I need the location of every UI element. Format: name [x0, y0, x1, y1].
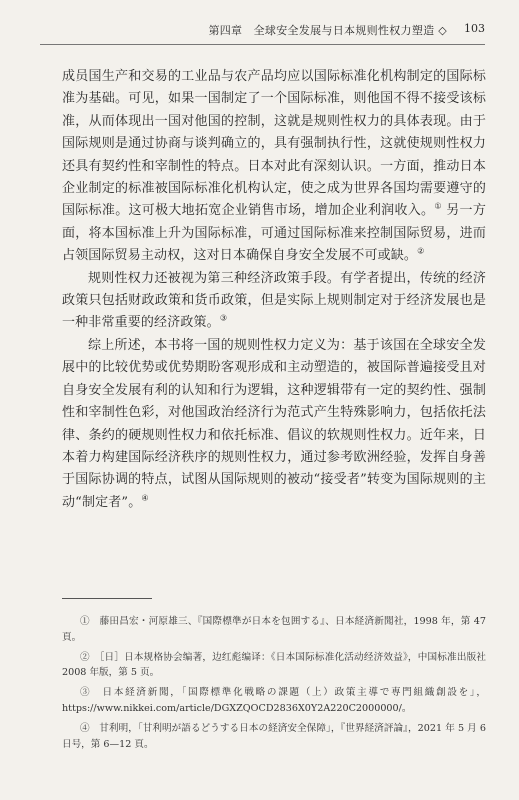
- footnote-reference: ④: [141, 493, 149, 503]
- footnotes: [62, 614, 486, 756]
- footnote-2: ② ［日］日本规格协会编著，边红彪编译：《日本国际标准化活动经济效益》，中国标准出版社 2008 年版，第 5 页。: [62, 651, 486, 679]
- body-text: [62, 66, 486, 514]
- paragraph-text: 另一方面，将本国标准上升为国际标准，可通过国际标准来控制国际贸易，进而占领国际贸易主动权，这对日本确保自身安全发展不可或缺。: [62, 203, 487, 264]
- footnote-reference: ①: [434, 202, 442, 212]
- running-header: [0, 22, 519, 42]
- footnote-divider: [62, 598, 152, 599]
- paragraph-text: 规则性权力还被视为第三种经济政策手段。有学者提出，传统的经济政策只包括财政政策和货币政策，但是实际上规则制定对于经济发展也是一种非常重要的经济政策。: [62, 270, 486, 331]
- chapter-title: 第四章 全球安全发展与日本规则性权力塑造 ◇: [208, 24, 447, 37]
- footnote-reference: ②: [417, 246, 425, 256]
- paragraph: [62, 66, 486, 268]
- paragraph: [62, 268, 486, 335]
- header-rule: [40, 44, 485, 45]
- footnote-3: ③ 日本経済新聞，「国際標準化戦略の課題（上）政策主導で専門組織創設を」，https://www.nikkei.com/article/DGXZQOCD2836X0Y2A220C2000000/。: [62, 687, 486, 714]
- page-number: 103: [464, 22, 485, 35]
- paragraph: [62, 335, 486, 514]
- paragraph-text: 综上所述，本书将一国的规则性权力定义为：基于该国在全球安全发展中的比较优势或优势期盼客观形成和主动塑造的，被国际普遍接受且对自身安全发展有利的认知和行为逻辑，这种逻辑带有一定的契约性、强制性和宰制性色彩，对他国政治经济行为范式产生特殊影响力，包括依托法律、条约的硬规则性权力和依托标准、倡议的软规则性权力。近年来，日本着力构建国际经济秩序的规则性权力，通过参考欧洲经验，发挥自身善于国际协调的特点，试图从国际规则的被动“接受者”转变为国际规则的主动“制定者”。: [62, 337, 486, 510]
- paragraph-text: 成员国生产和交易的工业品与农产品均应以国际标准化机构制定的国际标准为基础。可见，如果一国制定了一个国际标准，则他国不得不接受该标准，从而体现出一国对他国的控制，这就是规则性权力的具体表现。由于国际规则是通过协商与谈判确立的，具有强制执行性，这就使规则性权力还具有契约性和宰制性的特点。日本对此有深刻认识。一方面，推动日本企业制定的标准被国际标准化机构认定，使之成为世界各国均需要遵守的国际标准。这可极大地拓宽企业销售市场，增加企业利润收入。: [62, 69, 486, 219]
- footnote-reference: ③: [219, 314, 228, 324]
- footnote-4: ④ 甘利明，「甘利明が語るどうする日本の経済安全保障」，『世界経済評論』，2021 年 5 月 6 日号，第 6—12 頁。: [62, 722, 486, 750]
- footnote-1: ① 藤田昌宏・河原雄三、『国際標準が日本を包囲する』、日本経済新聞社，1998 年，第 47 頁。: [62, 616, 486, 643]
